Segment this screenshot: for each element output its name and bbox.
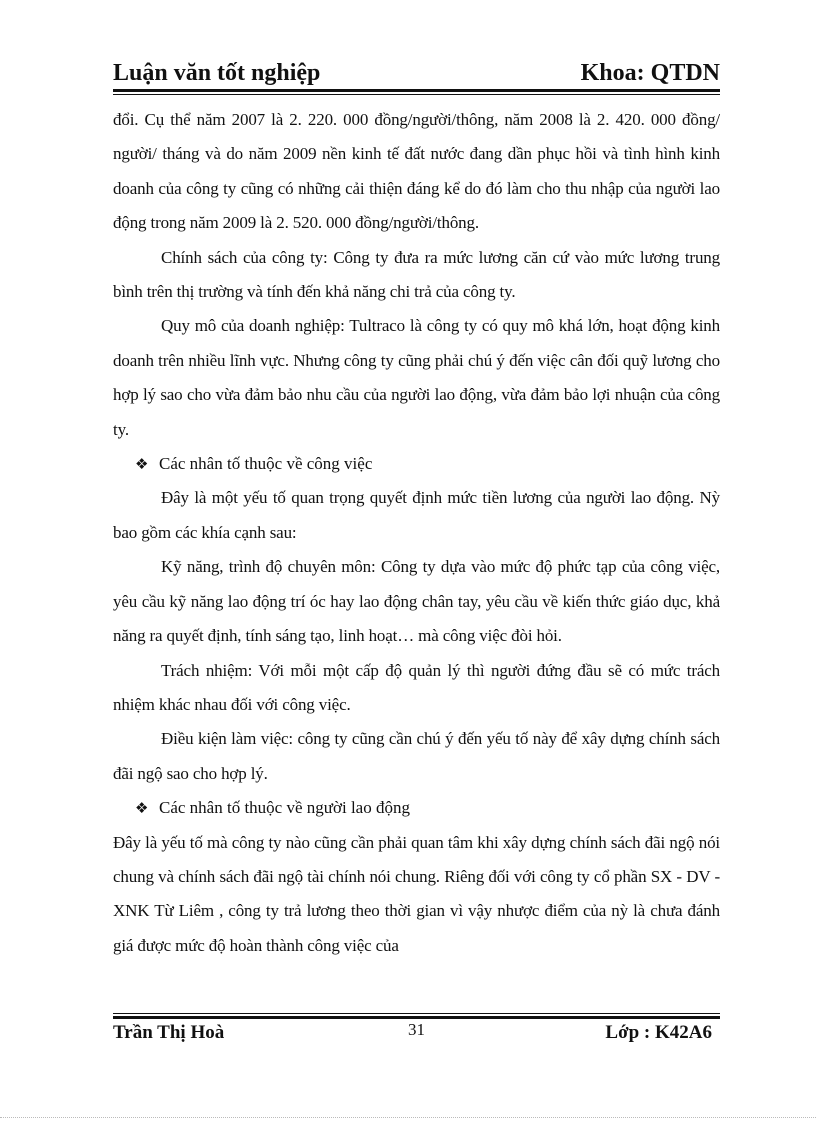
section-heading-text: Các nhân tố thuộc về công việc <box>159 454 373 474</box>
page-footer <box>113 1018 720 1052</box>
paragraph: Điều kiện làm việc: công ty cũng cần chú ý đến yếu tố này để xây dựng chính sách đãi ngộ sao cho hợp lý. <box>113 729 720 783</box>
section-heading-text: Các nhân tố thuộc về người lao động <box>159 798 410 818</box>
diamond-bullet-icon <box>135 801 149 815</box>
header-rule-thin <box>113 94 720 95</box>
diamond-bullet-icon <box>135 457 149 471</box>
thesis-title: Luận văn tốt nghiệp <box>113 60 321 86</box>
footer-rule-thin <box>113 1013 720 1014</box>
page-edge <box>0 1117 816 1118</box>
paragraph: Đây là yếu tố mà công ty nào cũng cần phải quan tâm khi xây dựng chính sách đãi ngộ nói chung và chính sách đãi ngộ tài chính nói chung. Riêng đối với công ty cổ phần SX - DV - XNK Từ Liêm , công ty trả lương theo thời gian vì vậy nhược điểm của nỳ là chưa đánh giá được mức độ hoàn thành công việc của <box>113 832 720 955</box>
paragraph: Trách nhiệm: Với mỗi một cấp độ quản lý thì người đứng đầu sẽ có mức trách nhiệm khác nhau đối với công việc. <box>113 660 720 714</box>
paragraph: Kỹ năng, trình độ chuyên môn: Công ty dựa vào mức độ phức tạp của công việc, yêu cầu kỹ năng lao động trí óc hay lao động chân tay, yêu cầu về kiến thức giáo dục, khả năng ra quyết định, tính sáng tạo, linh hoạt… mà công việc đòi hỏi. <box>113 557 720 646</box>
page-header <box>113 48 720 88</box>
section-heading <box>113 791 720 825</box>
paragraph: đổi. Cụ thể năm 2007 là 2. 220. 000 đồng/người/thông, năm 2008 là 2. 420. 000 đồng/ người/ tháng và do năm 2009 nền kinh tế đất nước đang dần phục hồi và tình hình kinh doanh của công ty cũng có những cải thiện đáng kể do đó làm cho thu nhập của người lao động trong năm 2009 là 2. 520. 000 đồng/người/thông. <box>113 110 720 233</box>
class-label: Lớp : K42A6 <box>605 1022 712 1043</box>
paragraph: Quy mô của doanh nghiệp: Tultraco là công ty có quy mô khá lớn, hoạt động kinh doanh trên nhiều lĩnh vực. Nhưng công ty cũng phải chú ý đến việc cân đối quỹ lương cho hợp lý sao cho vừa đảm bảo nhu cầu của người lao động, vừa đảm bảo lợi nhuận của công ty. <box>113 316 720 439</box>
page-number: 31 <box>408 1020 425 1039</box>
section-heading <box>113 447 720 481</box>
faculty-label: Khoa: QTDN <box>580 60 720 86</box>
body-text <box>113 103 720 963</box>
header-rule <box>113 89 720 92</box>
author-name: Trần Thị Hoà <box>113 1022 225 1043</box>
paragraph: Đây là một yếu tố quan trọng quyết định mức tiền lương của người lao động. Nỳ bao gồm các khía cạnh sau: <box>113 488 720 542</box>
paragraph: Chính sách của công ty: Công ty đưa ra mức lương căn cứ vào mức lương trung bình trên thị trường và tính đến khả năng chi trả của công ty. <box>113 247 720 302</box>
